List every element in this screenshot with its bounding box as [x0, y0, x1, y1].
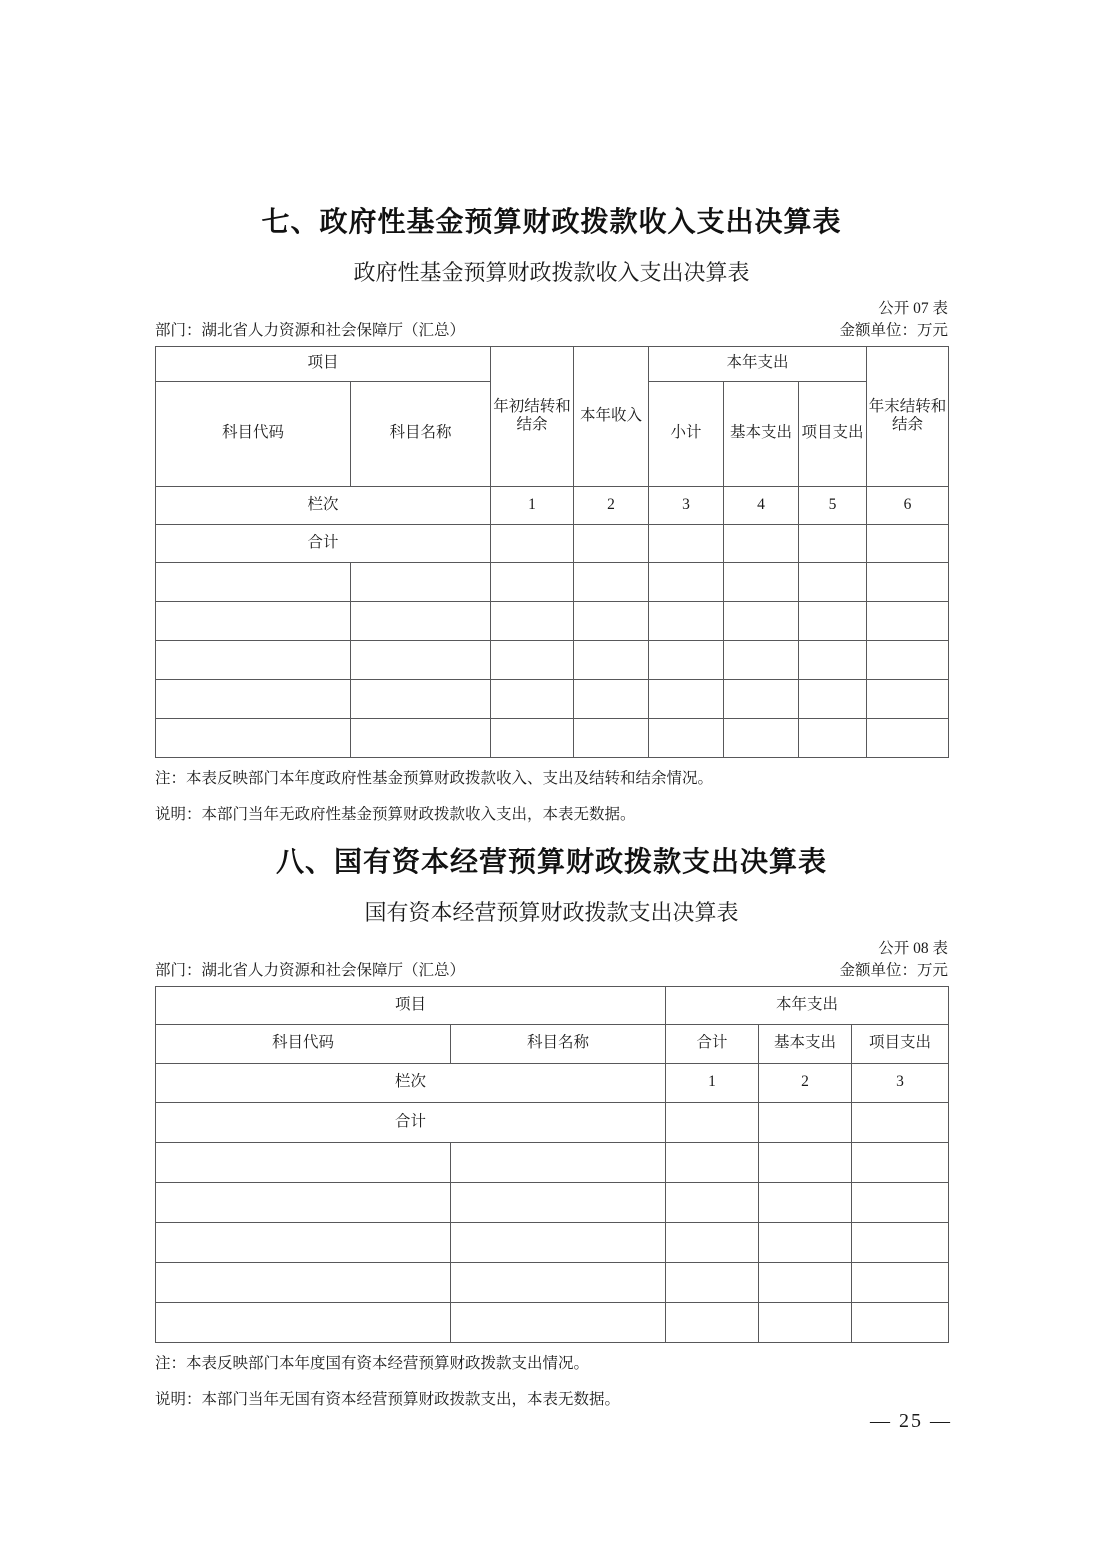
cell	[799, 679, 867, 718]
cell	[666, 1222, 759, 1262]
section-heading-07: 七、政府性基金预算财政拨款收入支出决算表	[261, 207, 842, 238]
total-label: 合计	[156, 524, 491, 562]
table-header-group-row	[156, 346, 949, 381]
amount-unit-07: 金额单位：万元	[839, 322, 948, 340]
section-state-capital-budget	[155, 845, 948, 1424]
cell	[574, 640, 649, 679]
cell	[724, 718, 799, 757]
cell	[156, 679, 351, 718]
table-notes-07	[155, 767, 948, 827]
header-col-subject-code: 科目代码	[156, 1024, 451, 1063]
header-col-subject-name: 科目名称	[351, 381, 491, 486]
cell	[724, 601, 799, 640]
table-note-08: 注：本表反映部门本年度国有资本经营预算财政拨款支出情况。	[155, 1354, 590, 1372]
header-col-total: 合计	[666, 1024, 759, 1063]
header-group-expenditure: 本年支出	[649, 346, 867, 381]
header-col-project-expense: 项目支出	[799, 381, 867, 486]
cell	[491, 601, 574, 640]
cell	[574, 679, 649, 718]
cell	[666, 1182, 759, 1222]
cell	[156, 640, 351, 679]
cell	[451, 1142, 666, 1182]
lanci-number: 1	[491, 486, 574, 524]
cell	[852, 1222, 949, 1262]
amount-unit-08: 金额单位：万元	[839, 962, 948, 980]
state-capital-decision-table	[155, 986, 949, 1343]
cell	[574, 718, 649, 757]
table-notes-08	[155, 1352, 948, 1412]
cell	[351, 562, 491, 601]
cell	[724, 562, 799, 601]
total-value	[724, 524, 799, 562]
cell	[351, 718, 491, 757]
cell	[799, 601, 867, 640]
table-explanation-08: 说明：本部门当年无国有资本经营预算财政拨款支出，本表无数据。	[155, 1390, 621, 1408]
header-group-expenditure: 本年支出	[666, 986, 949, 1024]
header-col-subtotal: 小计	[649, 381, 724, 486]
table-explanation-07: 说明：本部门当年无政府性基金预算财政拨款收入支出，本表无数据。	[155, 805, 636, 823]
total-value	[649, 524, 724, 562]
cell	[649, 601, 724, 640]
cell	[649, 562, 724, 601]
cell	[156, 1222, 451, 1262]
header-group-project: 项目	[156, 986, 666, 1024]
table-row	[156, 1302, 949, 1342]
lanci-number: 5	[799, 486, 867, 524]
cell	[799, 640, 867, 679]
lanci-number: 3	[649, 486, 724, 524]
table-header-sub-row	[156, 1024, 949, 1063]
header-col-subject-code: 科目代码	[156, 381, 351, 486]
lanci-number: 3	[852, 1063, 949, 1102]
cell	[867, 718, 949, 757]
cell	[491, 562, 574, 601]
table-column-index-row	[156, 1063, 949, 1102]
lanci-label: 栏次	[156, 486, 491, 524]
cell	[156, 718, 351, 757]
lanci-label: 栏次	[156, 1063, 666, 1102]
cell	[724, 640, 799, 679]
department-line-07: 部门：湖北省人力资源和社会保障厅（汇总）	[155, 322, 466, 340]
cell	[799, 718, 867, 757]
cell	[156, 601, 351, 640]
total-value	[666, 1102, 759, 1142]
cell	[156, 1182, 451, 1222]
cell	[649, 718, 724, 757]
cell	[867, 562, 949, 601]
section-government-fund-budget	[155, 205, 948, 839]
table-row	[156, 1182, 949, 1222]
cell	[867, 601, 949, 640]
header-col-end-balance: 年末结转和结余	[867, 346, 949, 486]
header-col-basic-expense: 基本支出	[724, 381, 799, 486]
cell	[867, 679, 949, 718]
cell	[666, 1262, 759, 1302]
form-code-08: 公开 08 表	[878, 939, 948, 957]
cell	[351, 601, 491, 640]
cell	[852, 1302, 949, 1342]
table-row	[156, 640, 949, 679]
header-col-begin-balance: 年初结转和结余	[491, 346, 574, 486]
section-heading-08: 八、国有资本经营预算财政拨款支出决算表	[275, 847, 827, 878]
cell	[491, 640, 574, 679]
table-total-row	[156, 1102, 949, 1142]
form-code-07: 公开 07 表	[878, 299, 948, 317]
table-title-08: 国有资本经营预算财政拨款支出决算表	[364, 900, 739, 926]
department-line-08: 部门：湖北省人力资源和社会保障厅（汇总）	[155, 962, 466, 980]
cell	[156, 1262, 451, 1302]
lanci-number: 2	[574, 486, 649, 524]
lanci-number: 1	[666, 1063, 759, 1102]
table-note-07: 注：本表反映部门本年度政府性基金预算财政拨款收入、支出及结转和结余情况。	[155, 769, 714, 787]
total-label: 合计	[156, 1102, 666, 1142]
cell	[759, 1142, 852, 1182]
cell	[759, 1222, 852, 1262]
cell	[451, 1182, 666, 1222]
lanci-number: 4	[724, 486, 799, 524]
header-group-project: 项目	[156, 346, 491, 381]
government-fund-decision-table	[155, 346, 949, 758]
total-value	[759, 1102, 852, 1142]
cell	[156, 562, 351, 601]
table-row	[156, 679, 949, 718]
cell	[724, 679, 799, 718]
table-meta-row-07	[155, 320, 948, 342]
table-header-group-row	[156, 986, 949, 1024]
header-col-basic-expense: 基本支出	[759, 1024, 852, 1063]
table-meta-row-08	[155, 960, 948, 982]
cell	[491, 718, 574, 757]
lanci-number: 2	[759, 1063, 852, 1102]
table-row	[156, 1262, 949, 1302]
cell	[491, 679, 574, 718]
cell	[451, 1262, 666, 1302]
total-value	[491, 524, 574, 562]
cell	[867, 640, 949, 679]
table-column-index-row	[156, 486, 949, 524]
lanci-number: 6	[867, 486, 949, 524]
total-value	[852, 1102, 949, 1142]
table-row	[156, 601, 949, 640]
cell	[351, 640, 491, 679]
cell	[852, 1182, 949, 1222]
table-row	[156, 562, 949, 601]
table-row	[156, 718, 949, 757]
header-col-project-expense: 项目支出	[852, 1024, 949, 1063]
cell	[759, 1302, 852, 1342]
cell	[666, 1302, 759, 1342]
cell	[451, 1302, 666, 1342]
cell	[759, 1182, 852, 1222]
total-value	[574, 524, 649, 562]
table-total-row	[156, 524, 949, 562]
total-value	[867, 524, 949, 562]
header-col-year-income: 本年收入	[574, 346, 649, 486]
cell	[574, 562, 649, 601]
page-number: — 25 —	[870, 1410, 952, 1432]
cell	[156, 1302, 451, 1342]
header-col-subject-name: 科目名称	[451, 1024, 666, 1063]
cell	[649, 640, 724, 679]
cell	[156, 1142, 451, 1182]
total-value	[799, 524, 867, 562]
table-row	[156, 1142, 949, 1182]
cell	[852, 1262, 949, 1302]
cell	[759, 1262, 852, 1302]
cell	[451, 1222, 666, 1262]
table-row	[156, 1222, 949, 1262]
cell	[351, 679, 491, 718]
cell	[649, 679, 724, 718]
cell	[799, 562, 867, 601]
cell	[574, 601, 649, 640]
cell	[852, 1142, 949, 1182]
cell	[666, 1142, 759, 1182]
table-title-07: 政府性基金预算财政拨款收入支出决算表	[353, 260, 750, 286]
